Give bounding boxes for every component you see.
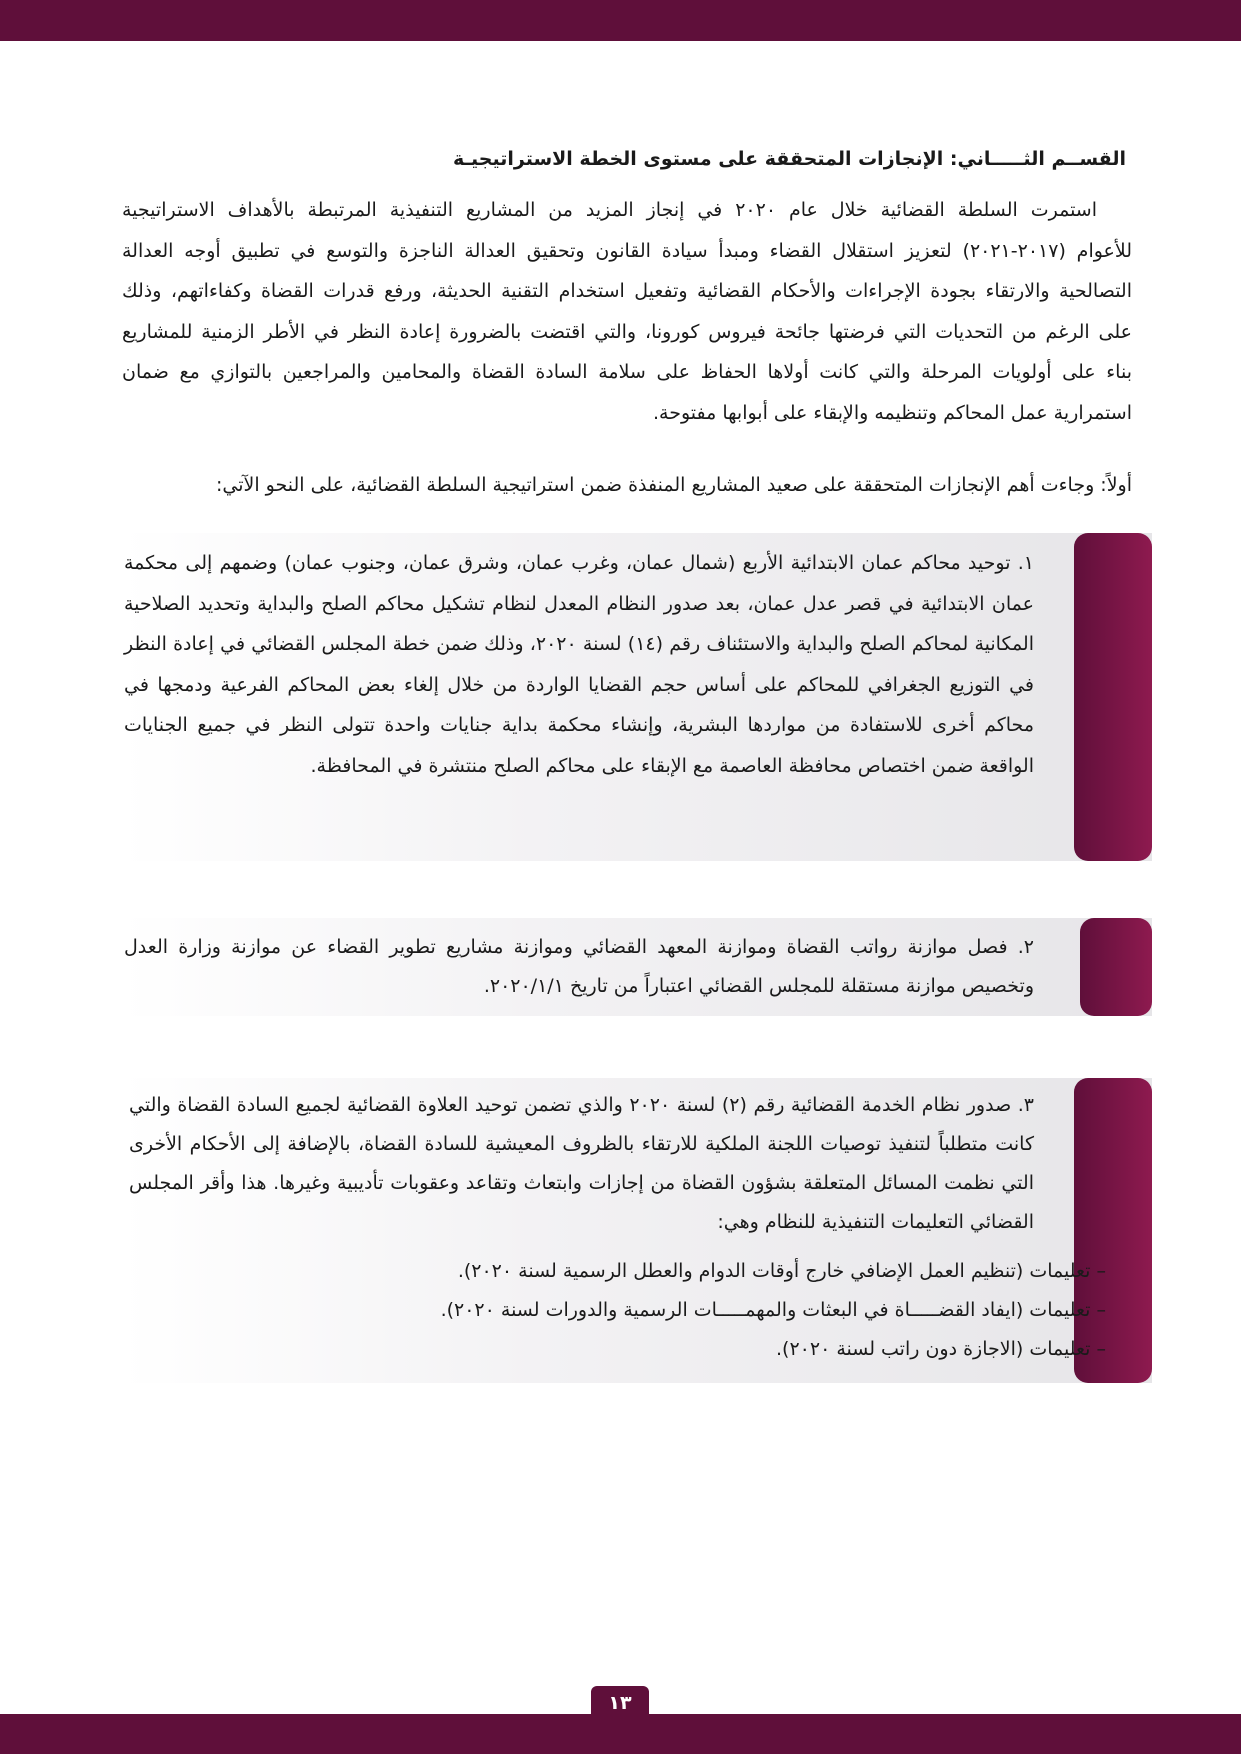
intro-line: بناء على أولويات المرحلة والتي كانت أولاها الحفاظ على سلامة السادة القضاة والمحامين والمراجعين بالتوازي مع ضمان <box>122 361 1132 383</box>
intro-paragraph <box>122 190 1132 433</box>
list-item: – تعليمات (ايفاد القضـــــاة في البعثات والمهمـــــات الرسمية والدورات لسنة ٢٠٢٠). <box>440 1299 1106 1321</box>
bottom-banner <box>0 1714 1241 1754</box>
intro-line: التصالحية والارتقاء بجودة الإجراءات والأحكام القضائية وتفعيل استخدام التقنية الحديثة، ورفع قدرات القضاة وكفاءاتهم، وذلك <box>122 280 1132 302</box>
intro-line: استمرت السلطة القضائية خلال عام ٢٠٢٠ في إنجاز المزيد من المشاريع التنفيذية المرتبطة بالأهداف الاستراتيجية <box>122 199 1097 221</box>
card-accent-bar <box>1080 918 1152 1016</box>
intro-line: على الرغم من التحديات التي فرضتها جائحة فيروس كورونا، والتي اقتضت بالضرورة إعادة النظر في الأطر الزمنية للمشاريع <box>122 320 1132 343</box>
achievement-text: ٢. فصل موازنة رواتب القضاة وموازنة المعهد القضائي وموازنة مشاريع تطوير القضاء عن موازنة وزارة العدل وتخصيص موازنة مستقلة للمجلس القضائي اعتباراً من تاريخ ٢٠٢٠/١/١. <box>124 936 1034 997</box>
list-item: – تعليمات (الاجازة دون راتب لسنة ٢٠٢٠). <box>776 1338 1106 1360</box>
card-accent-bar <box>1074 533 1152 861</box>
achievement-text: ١. توحيد محاكم عمان الابتدائية الأربع (شمال عمان، وغرب عمان، وشرق عمان، وجنوب عمان) وضمهم إلى محكمة عمان الابتدائية في قصر عدل عمان، بعد صدور النظام المعدل لنظام تشكيل محاكم الصلح والبداية وتحديد الصلاحية المكانية لمحاكم الصلح والبداية والاستئناف رقم (١٤) لسنة ٢٠٢٠، وذلك ضمن خطة المجلس القضائي في إعادة النظر في التوزيع الجغرافي للمحاكم على أساس حجم القضايا الواردة من خلال إلغاء بعض المحاكم الفرعية ودمجها في محاكم أخرى للاستفادة من مواردها البشرية، وإنشاء محكمة بداية جنايات واحدة تتولى النظر في جميع الجنايات الواقعة ضمن اختصاص محافظة العاصمة مع الإبقاء على محاكم الصلح منتشرة في المحافظة. <box>124 552 1034 777</box>
intro-line: للأعوام (٢٠١٧-٢٠٢١) لتعزيز استقلال القضاء ومبدأ سيادة القانون وتحقيق العدالة الناجزة والتوسع في تطبيق أوجه العدالة <box>122 239 1132 262</box>
section-title: القســم الثـــــاني: الإنجازات المتحققة على مستوى الخطة الاستراتيجيـة <box>453 148 1126 170</box>
intro-line: استمرارية عمل المحاكم وتنظيمه والإبقاء على أبوابها مفتوحة. <box>653 401 1132 424</box>
achievement-card-2 <box>122 918 1152 1016</box>
achievement-text: ٣. صدور نظام الخدمة القضائية رقم (٢) لسنة ٢٠٢٠ والذي تضمن توحيد العلاوة القضائية لجميع السادة القضاة والتي كانت متطلباً لتنفيذ توصيات اللجنة الملكية للارتقاء بالظروف المعيشية للسادة القضاة، بالإضافة إلى الأحكام الأخرى التي نظمت المسائل المتعلقة بشؤون القضاة من إجازات وابتعاث وتقاعد وعقوبات تأديبية وغيرها. هذا وأقر المجلس القضائي التعليمات التنفيذية للنظام وهي: <box>129 1094 1034 1233</box>
achievement-card-1 <box>122 533 1152 861</box>
achievements-intro: أولاً: وجاءت أهم الإنجازات المتحققة على صعيد المشاريع المنفذة ضمن استراتيجية السلطة القضائية، على النحو الآتي: <box>215 474 1132 496</box>
list-item: – تعليمات (تنظيم العمل الإضافي خارج أوقات الدوام والعطل الرسمية لسنة ٢٠٢٠). <box>457 1260 1106 1282</box>
page-number: ١٣ <box>591 1686 649 1718</box>
instructions-list <box>206 1252 1106 1369</box>
top-banner <box>0 0 1241 41</box>
